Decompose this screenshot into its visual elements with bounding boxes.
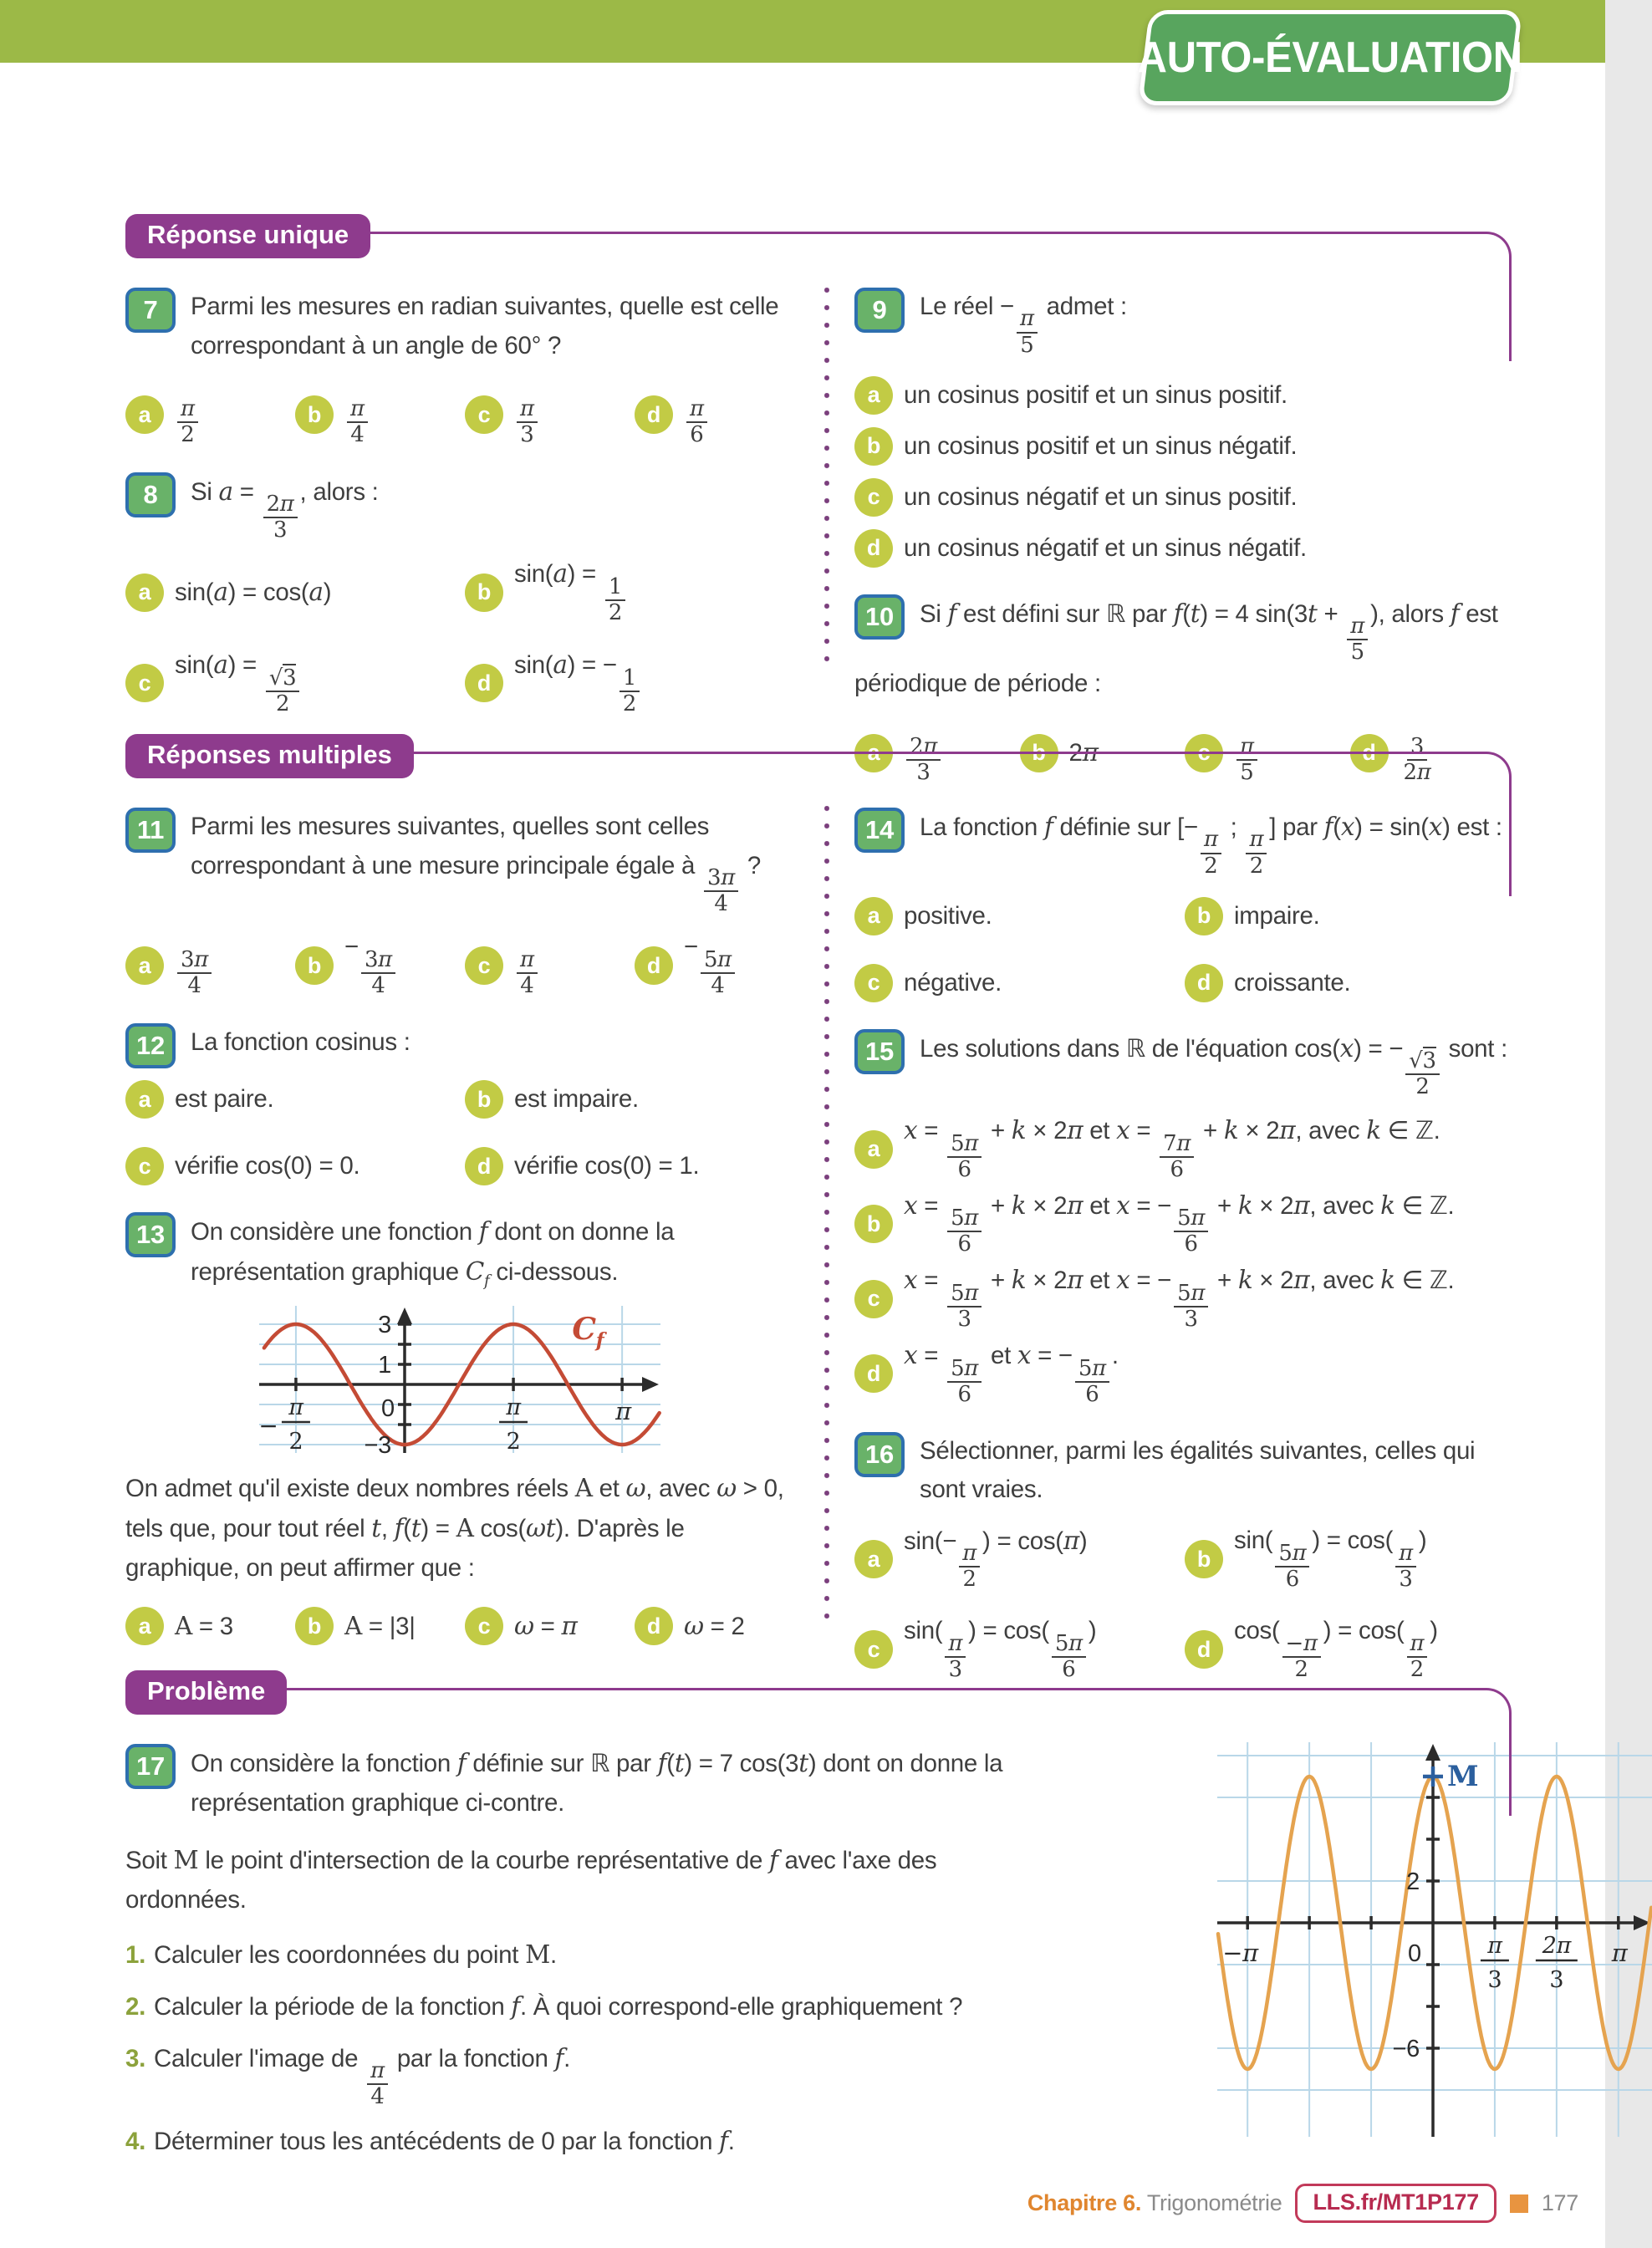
answer-options [854,895,1515,1004]
probleme-item-number: 1. [125,1941,146,1970]
answer-letter-badge: b [295,1607,334,1645]
answer-options [125,1078,804,1187]
question-text: Les solutions dans ℝ de l'équation cos(x) = − $\frac{√3}{2}$ sont : [920,1033,1507,1100]
svg-text:π: π [615,1396,631,1425]
answer-text: vérifie cos(0) = 1. [514,1152,700,1180]
answer-letter-badge: a [854,1130,893,1169]
answer-letter-badge: b [1020,734,1058,772]
column-divider [824,806,829,1622]
answer-option[interactable] [854,1266,1515,1332]
question-body [854,594,1515,704]
answer-letter-badge: b [854,427,893,466]
answer-option[interactable] [854,1527,1185,1593]
banner-title: AUTO-ÉVALUATION [1137,33,1523,82]
svg-text:2: 2 [1406,1868,1420,1895]
svg-text:0: 0 [381,1394,395,1422]
answer-text: $\frac{\pi}{4}$ [514,933,540,998]
answer-letter-badge: b [295,946,334,985]
section-probleme [125,1670,1628,2164]
answer-text: − $\frac{5\pi}{4}$ [684,933,737,998]
question-number-badge: 7 [125,288,176,333]
answer-letter-badge: d [1185,964,1223,1002]
answer-letter-badge: d [1350,734,1389,772]
left-column [125,808,804,1707]
answer-text: $\frac{3}{2\pi}$ [1403,734,1431,786]
footer-chapter [1027,2190,1282,2216]
answer-letter-badge: c [125,664,164,702]
answer-text: x = $\frac{5\pi}{3}$ + k × 2π et x = − $\frac{5\pi}{3}$ + k × 2π, avec k ∈ ℤ. [904,1266,1455,1332]
answer-text: un cosinus négatif et un sinus négatif. [904,533,1307,562]
answer-text: $\frac{\pi}{3}$ [514,382,540,447]
chapter-title: Trigonométrie [1146,2190,1282,2215]
answer-options [854,1116,1515,1406]
answer-letter-badge: a [854,376,893,415]
answer-text: x = $\frac{5\pi}{6}$ et x = − $\frac{5\pi}{6}$ . [904,1341,1119,1407]
answer-text: vérifie cos(0) = 0. [175,1152,360,1180]
answer-text: un cosinus négatif et un sinus positif. [904,482,1298,511]
answer-option[interactable] [854,528,1515,569]
answer-option[interactable] [465,1145,804,1187]
answer-letter-badge: c [125,1147,164,1185]
answer-text: sin(a) = cos(a) [175,578,332,607]
svg-text:3: 3 [378,1311,391,1338]
page-number-square-icon [1510,2194,1528,2213]
svg-text:Cf: $C_f$ [572,1311,604,1352]
svg-text:2π: 2π [1542,1933,1572,1959]
answer-letter-badge: c [1185,734,1223,772]
footer [1027,2184,1578,2223]
svg-text:π: π [506,1394,521,1420]
answer-option[interactable] [1185,962,1515,1004]
question-number-badge: 12 [125,1023,176,1068]
answer-option[interactable] [465,1078,804,1120]
answer-option[interactable] [465,1605,635,1647]
answer-letter-badge: d [854,529,893,568]
question-text: La fonction cosinus : [191,1027,410,1056]
section-rule [251,232,1512,361]
question-text: La fonction f définie sur [− $\frac{\pi}{2}$ ; $\frac{\pi}{2}$ ] par f(x) = sin(x) est : [920,813,1502,879]
question-text: On considère la fonction f définie sur ℝ par f(t) = 7 cos(3t) dont on donne la représentation graphique ci-contre. [191,1749,1003,1817]
answer-option[interactable] [635,382,804,447]
answer-text: $\frac{3\pi}{4}$ [175,933,214,998]
answer-option[interactable] [125,650,465,716]
probleme-item-number: 4. [125,2128,146,2156]
probleme-list-item [125,2123,1062,2161]
answer-options [125,559,804,716]
question-block [854,1029,1515,1407]
question-text: On considère une fonction f dont on donne la représentation graphique $C_f$ ci-dessous. [191,1217,675,1290]
column-divider [824,288,829,674]
answer-options [125,933,804,998]
svg-text:M: M [1447,1760,1479,1793]
answer-option[interactable] [295,1605,465,1647]
answer-options [125,1605,804,1647]
answer-option[interactable] [854,477,1515,518]
question-text: Si f est défini sur ℝ par f(t) = 4 sin(3t + $\frac{\pi}{5}$ ), alors f est périodique de période : [854,599,1498,698]
svg-text:π: π [1611,1939,1628,1967]
probleme-list-item [125,2040,1062,2110]
answer-letter-badge: a [125,1607,164,1645]
question-number-badge: 9 [854,288,905,333]
answer-option[interactable] [295,382,465,447]
answer-letter-badge: a [854,897,893,935]
answer-text: A = |3| [344,1611,416,1640]
question-number-badge: 16 [854,1432,905,1477]
svg-text:2: 2 [506,1428,521,1455]
question-body [125,472,804,543]
probleme-item-text: Calculer les coordonnées du point M. [154,1940,557,1970]
section-rule [251,1688,1512,1816]
function-graph-q13 [259,1306,660,1457]
answer-text: est impaire. [514,1085,639,1114]
answer-letter-badge: b [465,573,503,612]
answer-option[interactable] [854,1191,1515,1257]
answer-letter-badge: c [465,1607,503,1645]
svg-text:0: 0 [1408,1940,1421,1967]
answer-letter-badge: d [635,946,673,985]
answer-text: sin(a) = − $\frac{1}{2}$ [514,650,642,716]
answer-option[interactable] [125,382,295,447]
svg-text:−3: −3 [364,1431,391,1459]
answer-text: $\frac{\pi}{5}$ [1234,721,1260,786]
graph-canvas [258,1306,660,1459]
probleme-list-item [125,1988,1062,2026]
answer-text: $\frac{\pi}{6}$ [684,382,710,447]
answer-text: négative. [904,968,1002,997]
answer-text: $\frac{\pi}{2}$ [175,382,201,447]
answer-text: sin(− $\frac{\pi}{2}$ ) = cos(π) [904,1526,1088,1593]
answer-text: un cosinus positif et un sinus négatif. [904,431,1298,460]
question-text: Parmi les mesures en radian suivantes, quelle est celle correspondant à un angle de 60° ? [191,293,779,359]
answer-option[interactable] [465,933,635,998]
answer-letter-badge: a [125,1080,164,1119]
answer-options [854,1527,1515,1682]
question-block [125,1023,804,1188]
lls-link-pill[interactable]: LLS.fr/MT1P177 [1295,2184,1496,2223]
answer-text: $\frac{\pi}{4}$ [344,382,370,447]
answer-option[interactable] [125,1605,295,1647]
answer-text: ω = 2 [684,1611,745,1640]
answer-option[interactable] [465,559,804,625]
question-block [125,1212,804,1647]
auto-evaluation-banner [1138,10,1522,105]
answer-letter-badge: d [465,1147,503,1185]
answer-letter-badge: c [854,478,893,517]
answer-option[interactable] [854,375,1515,416]
probleme-list-item [125,1936,1062,1975]
answer-letter-badge: b [1185,1540,1223,1578]
probleme-item-text: Calculer l'image de $\frac{\pi}{4}$ par la fonction f. [154,2043,571,2110]
answer-letter-badge: b [854,1205,893,1243]
answer-text: sin(a) = $\frac{√3}{2}$ [175,650,302,716]
answer-text: sin( $\frac{5\pi}{6}$ ) = cos( $\frac{\pi}{3}$ ) [1234,1527,1427,1592]
section-title: Problème [125,1670,287,1715]
answer-options [125,382,804,447]
answer-option[interactable] [854,962,1185,1004]
answer-letter-badge: a [125,573,164,612]
answer-text: un cosinus positif et un sinus positif. [904,380,1287,409]
right-column [854,808,1515,1707]
answer-letter-badge: c [854,964,893,1002]
answer-option[interactable] [465,650,804,716]
question-block [125,472,804,716]
question-number-badge: 14 [854,808,905,853]
answer-option[interactable] [465,382,635,447]
answer-letter-badge: b [1185,897,1223,935]
left-column [125,288,804,810]
answer-text: positive. [904,901,992,930]
answer-option[interactable] [635,1605,804,1647]
answer-letter-badge: a [125,946,164,985]
probleme-paragraph: Soit M le point d'intersection de la courbe représentative de f avec l'axe des ordonnées. [125,1846,937,1914]
answer-text: sin( $\frac{\pi}{3}$ ) = cos( $\frac{5\pi}{6}$ ) [904,1617,1097,1683]
right-column [854,288,1515,810]
svg-text:−6: −6 [1392,2036,1420,2062]
answer-text: x = $\frac{5\pi}{6}$ + k × 2π et x = − $\frac{5\pi}{6}$ + k × 2π, avec k ∈ ℤ. [904,1190,1455,1257]
answer-letter-badge: a [854,1540,893,1578]
question-body [854,1029,1515,1100]
answer-option[interactable] [635,933,804,998]
question-number-badge: 8 [125,472,176,517]
answer-letter-badge: d [635,1607,673,1645]
svg-text:3: 3 [1487,1967,1502,1993]
answer-option[interactable] [1185,1527,1515,1592]
answer-option[interactable] [125,572,465,614]
question-number-badge: 11 [125,808,176,853]
answer-letter-badge: b [295,395,334,434]
answer-option[interactable] [854,426,1515,467]
answer-options [854,375,1515,569]
svg-text:π: π [288,1394,303,1420]
answer-option[interactable] [854,895,1185,937]
answer-letter-badge: d [854,1354,893,1393]
answer-text: ω = π [514,1611,578,1640]
probleme-item-number: 2. [125,1993,146,2021]
answer-option[interactable] [295,933,465,998]
svg-text:3: 3 [1549,1967,1564,1993]
answer-text: cos( $\frac{-\pi}{2}$ ) = cos( $\frac{\pi}{2}$ ) [1234,1617,1438,1683]
question-block [854,1432,1515,1682]
question-body [125,1212,804,1293]
answer-letter-badge: c [465,395,503,434]
question-text: Sélectionner, parmi les égalités suivantes, celles qui sont vraies. [920,1436,1476,1504]
svg-text:−: − [258,1411,278,1440]
answer-text: x = $\frac{5\pi}{6}$ + k × 2π et x = $\frac{7\pi}{6}$ + k × 2π, avec k ∈ ℤ. [904,1116,1440,1182]
answer-text: sin(a) = $\frac{1}{2}$ [514,559,628,625]
answer-text: $\frac{2\pi}{3}$ [904,721,943,786]
answer-text: croissante. [1234,968,1351,997]
answer-letter-badge: b [465,1080,503,1119]
answer-option[interactable] [854,1116,1515,1182]
section-rule [251,752,1512,896]
chapter-number: Chapitre 6. [1027,2190,1142,2215]
answer-option[interactable] [125,1078,465,1120]
section-reponses-multiples [125,734,1515,1683]
section-title: Réponses multiples [125,734,414,778]
question-number-badge: 10 [854,594,905,640]
svg-text:2: 2 [288,1428,303,1455]
answer-option[interactable] [854,1341,1515,1407]
question-body [854,1432,1515,1510]
page-number: 177 [1541,2190,1578,2215]
answer-letter-badge: d [465,664,503,702]
answer-text: A = 3 [175,1611,233,1640]
question-body [125,1023,804,1063]
question-text-continued: On admet qu'il existe deux nombres réels A et ω, avec ω > 0, tels que, pour tout réel t, f(t) = A cos(ωt). D'après le graphique, on peut affirmer que : [125,1473,784,1583]
svg-text:1: 1 [378,1351,391,1379]
answer-letter-badge: c [465,946,503,985]
probleme-question-list [125,1936,1062,2161]
answer-option[interactable] [125,1145,465,1187]
question-text: Parmi les mesures suivantes, quelles sont celles correspondant à une mesure principale égale à $\frac{3\pi}{4}$ ? [191,813,762,917]
question-text: Le réel − $\frac{\pi}{5}$ admet : [920,293,1127,358]
answer-letter-badge: d [635,395,673,434]
svg-text:π: π [1487,1933,1502,1959]
answer-option[interactable] [1185,895,1515,937]
svg-text:−π: −π [1222,1939,1258,1967]
question-number-badge: 13 [125,1212,176,1257]
question-number-badge: 15 [854,1029,905,1074]
answer-letter-badge: c [854,1280,893,1318]
probleme-item-text: Calculer la période de la fonction f. À quoi correspond-elle graphiquement ? [154,1992,963,2021]
probleme-item-number: 3. [125,2044,146,2072]
answer-text: impaire. [1234,901,1320,930]
probleme-item-text: Déterminer tous les antécédents de 0 par la fonction f. [154,2127,735,2156]
answer-letter-badge: a [854,734,893,772]
question-text: Si a = $\frac{2\pi}{3}$ , alors : [191,477,379,543]
answer-letter-badge: a [125,395,164,434]
answer-letter-badge: c [854,1630,893,1669]
answer-letter-badge: d [1185,1630,1223,1669]
answer-text: − $\frac{3\pi}{4}$ [344,933,398,998]
question-number-badge: 17 [125,1744,176,1789]
answer-text: est paire. [175,1085,274,1114]
answer-option[interactable] [125,933,295,998]
answer-text: 2π [1068,738,1099,767]
section-title: Réponse unique [125,214,370,258]
